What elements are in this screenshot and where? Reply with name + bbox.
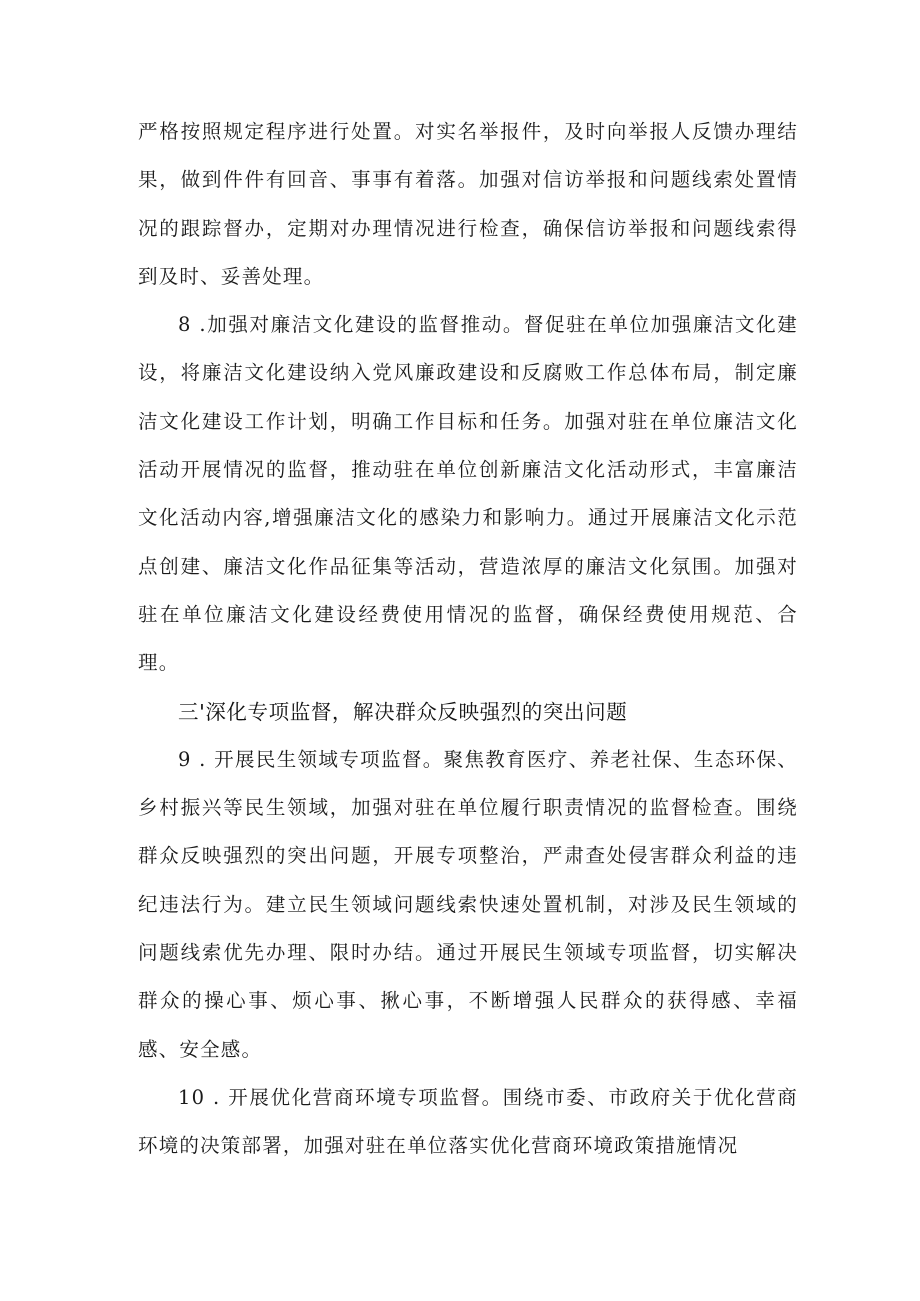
paragraph-continuation: 严格按照规定程序进行处置。对实名举报件，及时向举报人反馈办理结果，做到件件有回音、事事有着落。加强对信访举报和问题线索处置情况的跟踪督办，定期对办理情况进行检查，确保信访举报和问题线索得到及时、妥善处理。 (138, 120, 798, 288)
paragraph-item-10: 10 . 开展优化营商环境专项监督。围绕市委、市政府关于优化营商环境的决策部署，加强对驻在单位落实优化营商环境政策措施情况 (138, 1085, 798, 1158)
section-heading-3: 三'深化专项监督，解决群众反映强烈的突出问题 (178, 699, 628, 724)
paragraph-item-9: 9 . 开展民生领域专项监督。聚焦教育医疗、养老社保、生态环保、乡村振兴等民生领域，加强对驻在单位履行职责情况的监督检查。围绕群众反映强烈的突出问题，开展专项整治，严肃查处侵害群众利益的违纪违法行为。建立民生领域问题线索快速处置机制，对涉及民生领域的问题线索优先办理、限时办结。通过开展民生领域专项监督，切实解决群众的操心事、烦心事、揪心事，不断增强人民群众的获得感、幸福感、安全感。 (138, 747, 798, 1061)
document-body (138, 108, 798, 1171)
paragraph-item-8: 8 .加强对廉洁文化建设的监督推动。督促驻在单位加强廉洁文化建设，将廉洁文化建设纳入党风廉政建设和反腐败工作总体布局，制定廉洁文化建设工作计划，明确工作目标和任务。加强对驻在单位廉洁文化活动开展情况的监督，推动驻在单位创新廉洁文化活动形式，丰富廉洁文化活动内容,增强廉洁文化的感染力和影响力。通过开展廉洁文化示范点创建、廉洁文化作品征集等活动，营造浓厚的廉洁文化氛围。加强对驻在单位廉洁文化建设经费使用情况的监督，确保经费使用规范、合理。 (138, 313, 798, 675)
